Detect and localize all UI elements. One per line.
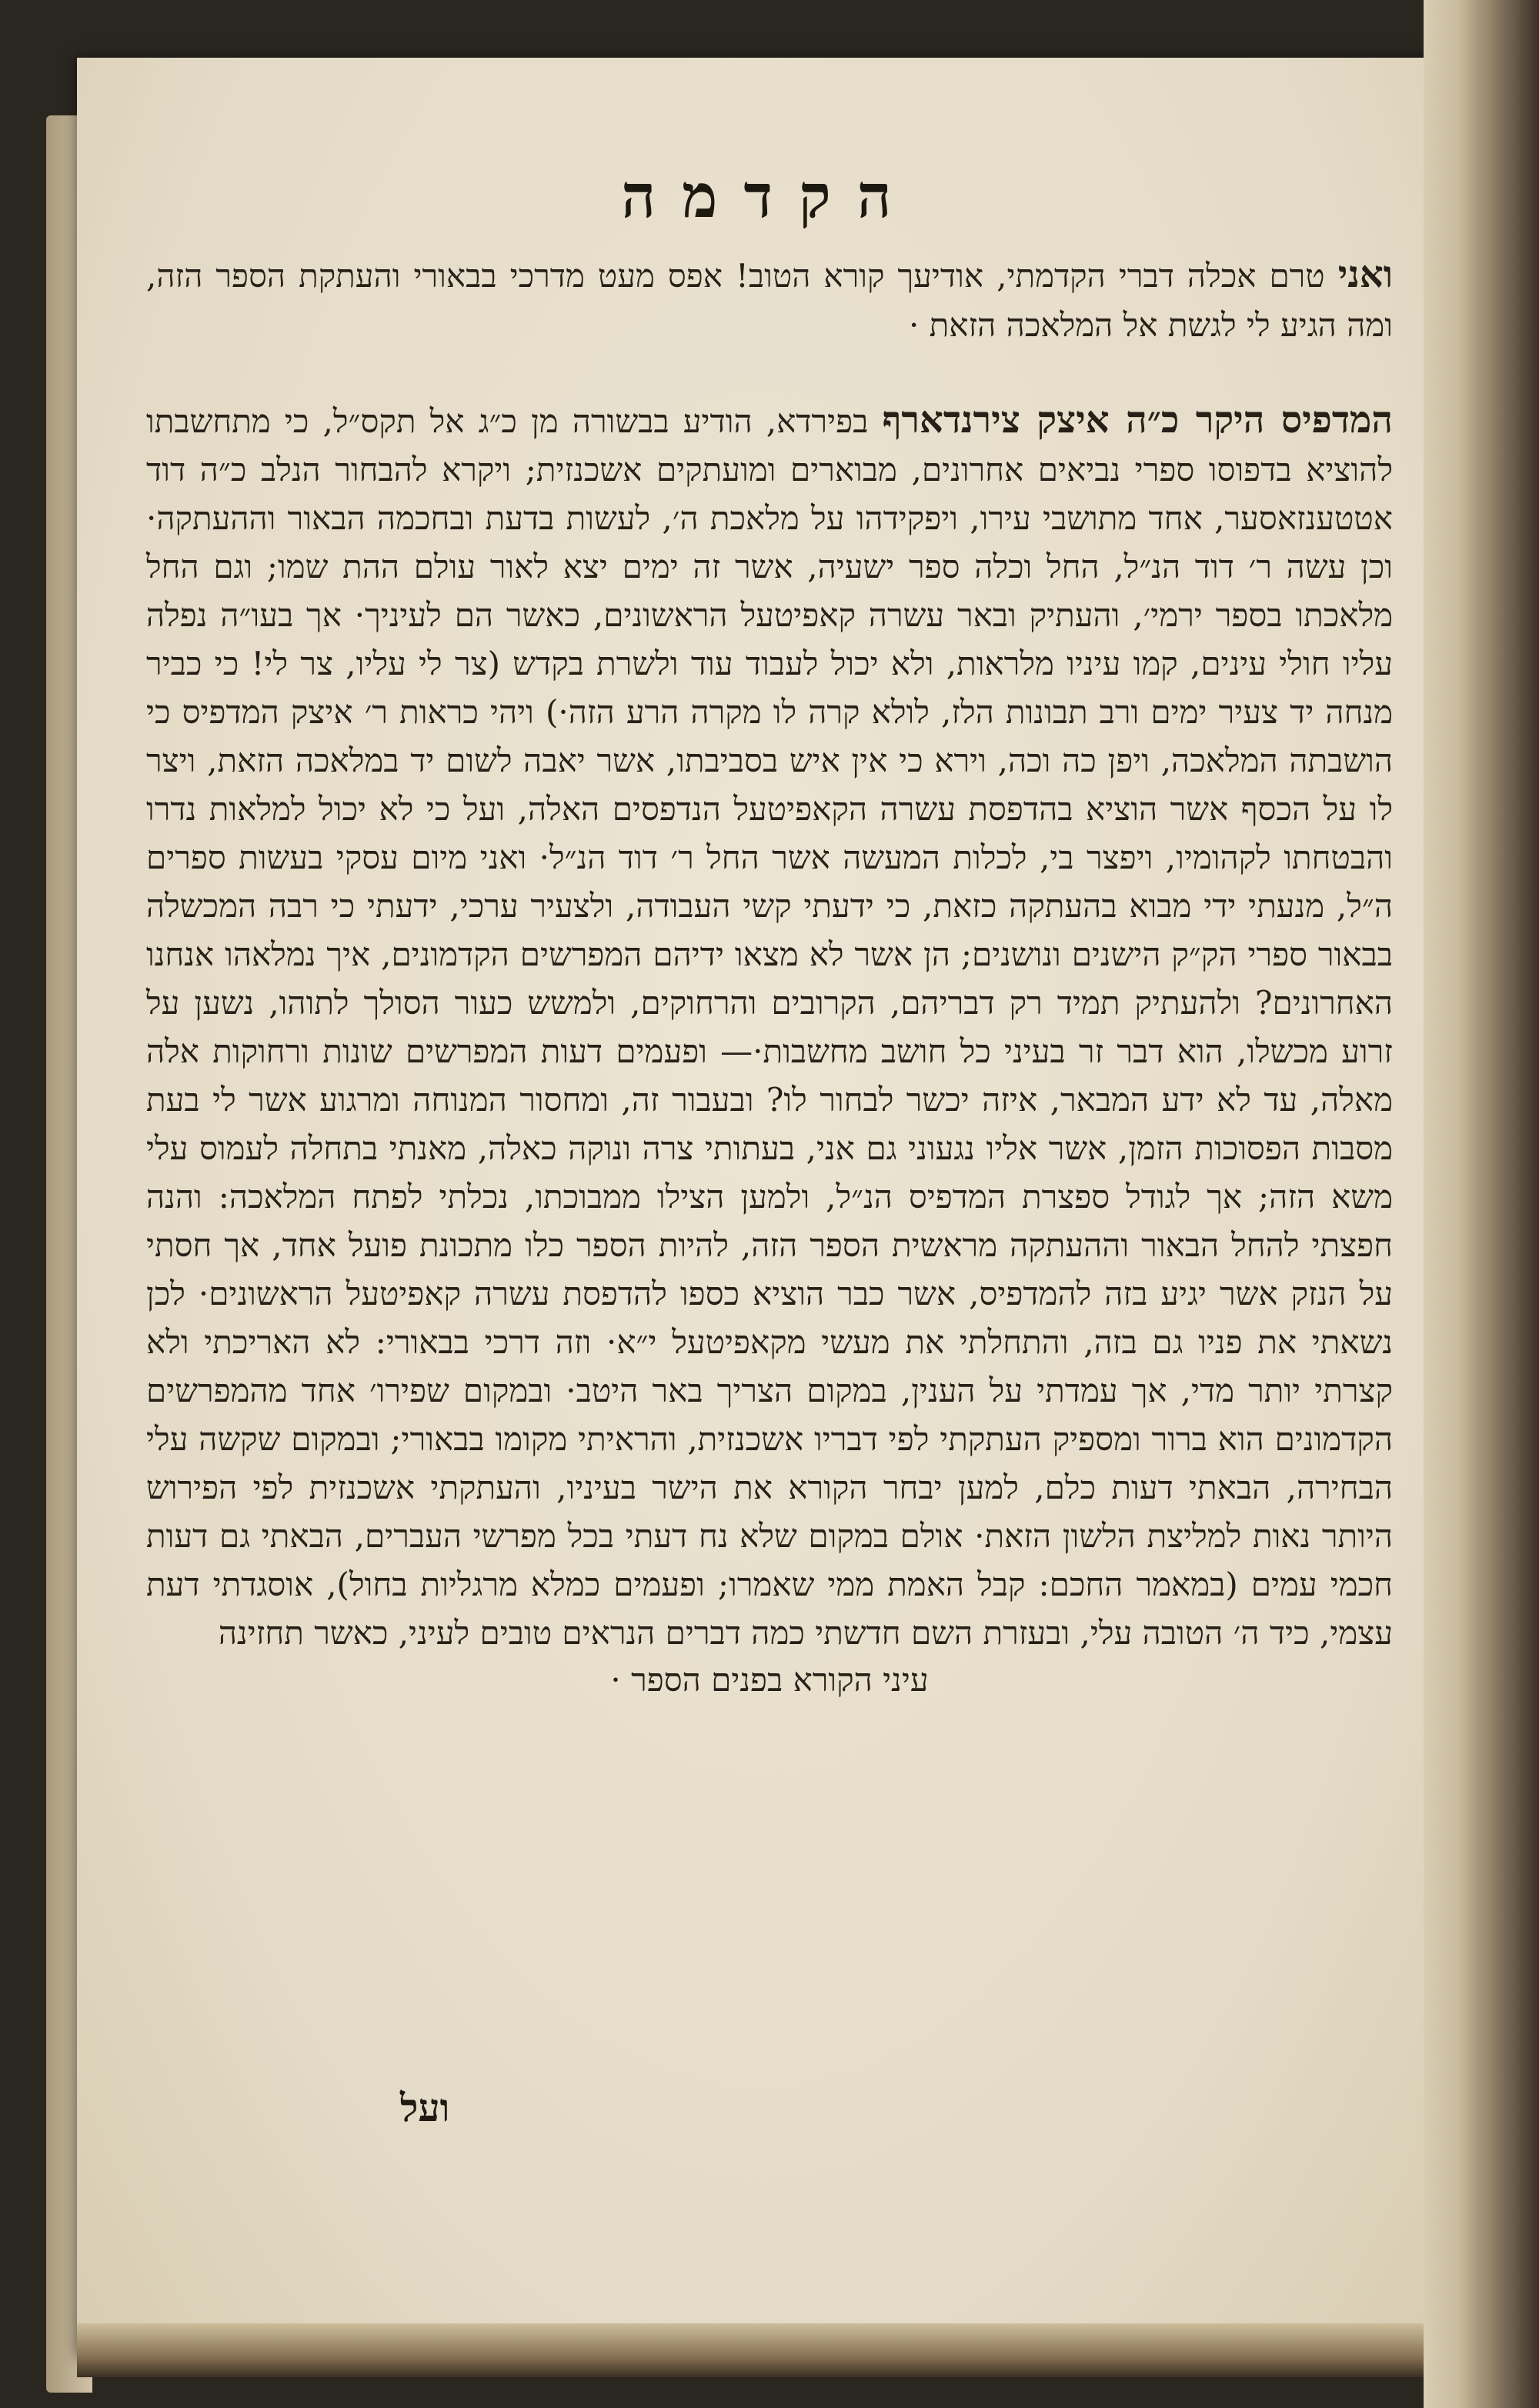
page-title: הקדמה (621, 162, 918, 232)
intro-text: טרם אכלה דברי הקדמתי, אודיעך קורא הטוב! אפס מעט מדרכי בבאורי והעתקת הספר הזה, ומה הגיע לי לגשת אל המלאכה הזאת · (146, 257, 1393, 344)
intro-paragraph (146, 250, 1393, 350)
intro-lead-word: ואני (1337, 253, 1394, 296)
page-bottom-edge (77, 2323, 1447, 2377)
body-text: בפירדא, הודיע בבשורה מן כ״ג אל תקס״ל, כי מתחשבתו להוציא בדפוסו ספרי נביאים אחרונים, מבוארים ומועתקים אשכנזית; ויקרא להבחור הנלב כ״ה דוד אטטענזאסער, אחד מתושבי עירו, ויפקידהו על מלאכת ה׳, לעשות בדעת ובחכמה הבאור וההעתקה· וכן עשה ר׳ דוד הנ״ל, החל וכלה ספר ישעיה, אשר זה ימים יצא לאור עולם ההת שמו; וגם החל מלאכתו בספר ירמי׳, והעתיק ובאר עשרה קאפיטעל הראשונים, כאשר הם לעיניך· אך בעו״ה נפלה עליו חולי עינים, קמו עיניו מלראות, ולא יכול לעבוד עוד ולשרת בקדש (צר לי עליו, צר לי! כי כביר מנחה יד צעיר ימים ורב תבונות הלז, לולא קרה לו מקרה הרע הזה·) ויהי כראות ר׳ איצק המדפיס כי הושבתה המלאכה, ויפן כה וכה, וירא כי אין איש בסביבתו, אשר יאבה לשום יד במלאכה הזאת, ויצר לו על הכסף אשר הוציא בהדפסת עשרה הקאפיטעל הנדפסים האלה, ועל כי לא יכול למלאות נדרו והבטחתו לקהומיו, ויפצר בי, לכלות המעשה אשר החל ר׳ דוד הנ״ל· ואני מיום עסקי בעשות ספרים ה״ל, מנעתי ידי מבוא בהעתקה כזאת, כי ידעתי קשי העבודה, ולצעיר ערכי, ידעתי כי רבה המכשלה בבאור ספרי הק״ק הישנים ונושנים; הן אשר לא מצאו ידיהם המפרשים הקדמונים, איך נמלאהו אנחנו האחרונים? ולהעתיק תמיד רק דבריהם, הקרובים והרחוקים, ולמשש כעור הסולך לתוהו, נשען על זרוע מכשלו, הוא דבר זר בעיני כל חושב מחשבות·— ופעמים דעות המפרשים שונות ורחוקות אלה מאלה, עד לא ידע המבאר, איזה יכשר לבחור לו? ובעבור זה, ומחסור המנוחה ומרגוע אשר לי בעת מסבות הפסוכות הזמן, אשר אליו נגעוני גם אני, בעתותי צרה ונוקה כאלה, מאנתי בתחלה לעמוס עלי משא הזה; אך לגודל ספצרת המדפיס הנ״ל, ולמען הצילו ממבוכתו, נכלתי לפתח המלאכה: והנה חפצתי להחל הבאור וההעתקה מראשית הספר הזה, להיות הספר כלו מתכונת פועל אחד, אך חסתי על הנזק אשר יגיע בזה להמדפיס, אשר כבר הוציא כספו להדפסת עשרה קאפיטעל הראשונים· לכן נשאתי את פניו גם בזה, והתחלתי את מעשי מקאפיטעל י״א· וזה דרכי בבאורי: לא האריכתי ולא קצרתי יותר מדי, אך עמדתי על הענין, במקום הצריך באר היטב· ובמקום שפירו׳ אחד מהמפרשים הקדמונים הוא ברור ומספיק העתקתי לפי דבריו אשכנזית, והראיתי מקומו בבאורי; ובמקום שקשה עלי הבחירה, הבאתי דעות כלם, למען יבחר הקורא את הישר בעיניו, והעתקתי אשכנזית לפי הפירוש היותר נאות למליצת הלשון הזאת· אולם במקום שלא נח דעתי בכל מפרשי העברים, הבאתי גם דעות חכמי עמים (במאמר החכם: קבל האמת ממי שאמרו; ופעמים כמלא מרגליות בחול), אוסגדתי דעת עצמי, כיד ה׳ הטובה עלי, ובעזרת השם חדשתי כמה דברים הנראים טובים לעיני, כאשר תחזינה (146, 402, 1394, 1652)
next-page-edge (1424, 0, 1539, 2408)
body-paragraph (146, 396, 1393, 1657)
closing-line: עיני הקורא בפנים הספר · (610, 1661, 929, 1699)
body-lead-words: המדפיס היקר כ״ה איצק צירנדארף (882, 399, 1393, 442)
catchword: ועל (400, 2085, 450, 2130)
page-text (146, 162, 1393, 2162)
